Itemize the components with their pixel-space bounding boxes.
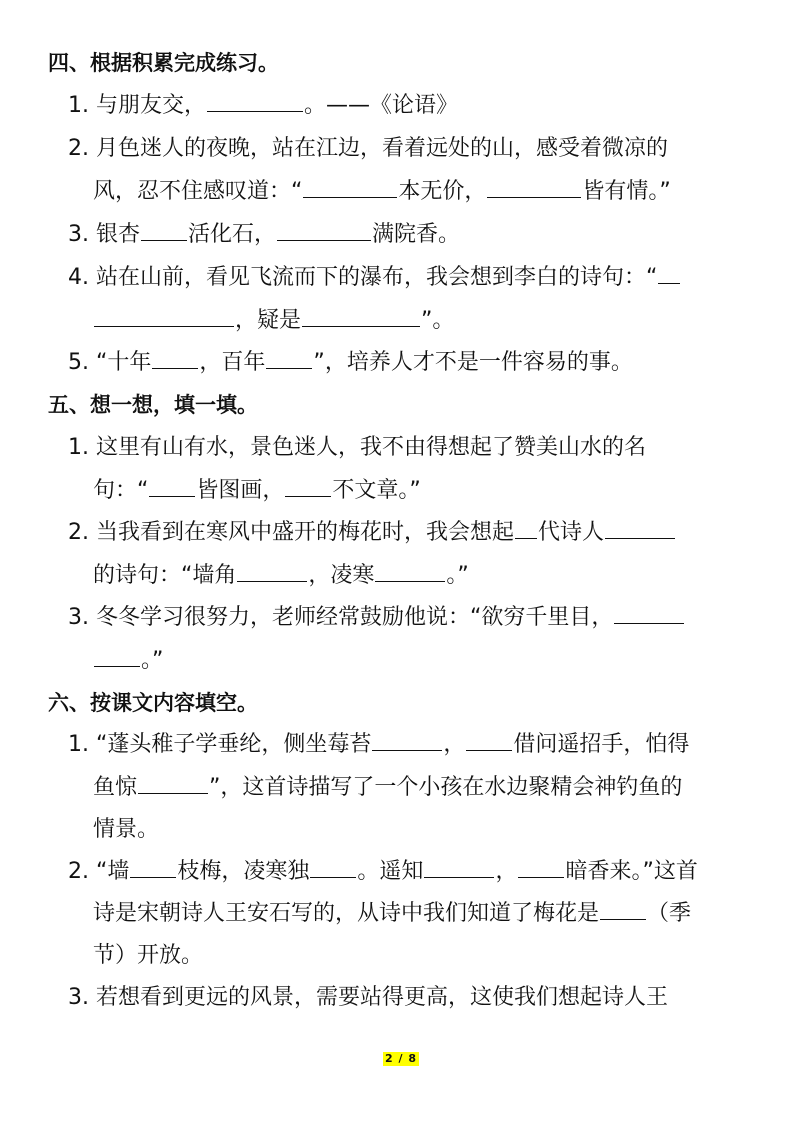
text: 皆图画，	[196, 478, 285, 503]
blank[interactable]	[515, 518, 537, 539]
text: 若想看到更远的风景，需要站得更高，这使我们想起诗人王	[96, 985, 669, 1010]
question-number: 5.	[68, 350, 89, 375]
text: 皆有情。”	[582, 179, 671, 204]
text: 代诗人	[538, 520, 605, 545]
page-number: 2 / 8	[385, 1052, 417, 1065]
blank[interactable]	[605, 518, 675, 539]
blank[interactable]	[614, 603, 684, 624]
text: 月色迷人的夜晚，站在江边，看着远处的山，感受着微凉的	[96, 136, 669, 161]
blank[interactable]	[237, 561, 307, 582]
text: 的诗句：“墙角	[93, 563, 237, 588]
s4-q2-line2	[93, 177, 671, 207]
s6-q2-line2	[93, 899, 691, 929]
section-6-heading: 六、按课文内容填空。	[48, 691, 258, 715]
s4-q4-line2	[93, 306, 454, 336]
blank[interactable]	[310, 857, 356, 878]
blank[interactable]	[600, 899, 646, 920]
text: ，凌寒	[308, 563, 375, 588]
question-number: 3.	[68, 605, 89, 630]
text: 情景。	[93, 817, 160, 842]
section-4-heading: 四、根据积累完成练习。	[48, 51, 279, 75]
s4-q3	[68, 220, 460, 250]
blank[interactable]	[138, 773, 208, 794]
question-number: 2.	[68, 859, 89, 884]
blank[interactable]	[487, 177, 581, 198]
s5-q3-line1	[68, 603, 685, 633]
text: ”。	[421, 308, 455, 333]
text: 借问遥招手，怕得	[513, 732, 690, 757]
s6-q1-line3	[93, 815, 159, 845]
blank[interactable]	[658, 263, 680, 284]
text: 句：“	[93, 478, 149, 503]
text: 这里有山有水，景色迷人，我不由得想起了赞美山水的名	[96, 435, 647, 460]
text: 活化石，	[188, 222, 277, 247]
text: 。”	[446, 563, 469, 588]
blank[interactable]	[94, 306, 234, 327]
s4-q4-line1	[68, 263, 681, 293]
text: “墙	[96, 859, 130, 884]
text: 。遥知	[357, 859, 424, 884]
question-number: 2.	[68, 520, 89, 545]
blank[interactable]	[285, 476, 331, 497]
blank[interactable]	[207, 91, 303, 112]
text: ”，这首诗描写了一个小孩在水边聚精会神钓鱼的	[209, 775, 683, 800]
s5-q1-line1	[68, 433, 646, 463]
s4-q2-line1	[68, 134, 668, 164]
text: 节）开放。	[93, 943, 204, 968]
blank[interactable]	[518, 857, 564, 878]
text: 站在山前，看见飞流而下的瀑布，我会想到李白的诗句：“	[96, 265, 658, 290]
text: ”，培养人才不是一件容易的事。	[313, 350, 633, 375]
question-number: 3.	[68, 985, 89, 1010]
text: （季	[647, 901, 692, 926]
blank[interactable]	[266, 348, 312, 369]
blank[interactable]	[424, 857, 494, 878]
blank[interactable]	[303, 177, 397, 198]
text: 。——《论语》	[304, 93, 459, 118]
text: 本无价，	[398, 179, 487, 204]
blank[interactable]	[466, 730, 512, 751]
blank[interactable]	[372, 730, 442, 751]
blank[interactable]	[277, 220, 371, 241]
s5-q3-line2	[93, 646, 163, 676]
text: 冬冬学习很努力，老师经常鼓励他说：“欲穷千里目，	[96, 605, 614, 630]
text: “蓬头稚子学垂纶，侧坐莓苔	[96, 732, 372, 757]
text: 暗香来。”这首	[565, 859, 698, 884]
text: 满院香。	[372, 222, 461, 247]
text: 。”	[141, 648, 164, 673]
text: 诗是宋朝诗人王安石写的，从诗中我们知道了梅花是	[93, 901, 600, 926]
blank[interactable]	[130, 857, 176, 878]
question-number: 1.	[68, 435, 89, 460]
text: ，疑是	[235, 308, 302, 333]
question-number: 1.	[68, 93, 89, 118]
text: 枝梅，凌寒独	[177, 859, 310, 884]
text: “十年	[96, 350, 152, 375]
s6-q1-line2	[93, 773, 682, 803]
s6-q2-line1	[68, 857, 698, 887]
text: 银杏	[96, 222, 141, 247]
text: 当我看到在寒风中盛开的梅花时，我会想起	[96, 520, 515, 545]
s5-q2-line2	[93, 561, 469, 591]
blank[interactable]	[302, 306, 420, 327]
text: 不文章。”	[332, 478, 421, 503]
s4-q1	[68, 91, 458, 121]
s6-q1-line1	[68, 730, 689, 760]
question-number: 4.	[68, 265, 89, 290]
text: 与朋友交，	[96, 93, 207, 118]
text: ，	[495, 859, 518, 884]
blank[interactable]	[152, 348, 198, 369]
question-number: 1.	[68, 732, 89, 757]
blank[interactable]	[375, 561, 445, 582]
blank[interactable]	[149, 476, 195, 497]
text: 风，忍不住感叹道：“	[93, 179, 303, 204]
text: ，	[443, 732, 466, 757]
question-number: 2.	[68, 136, 89, 161]
text: ，百年	[199, 350, 266, 375]
s4-q5	[68, 348, 633, 378]
text: 鱼惊	[93, 775, 138, 800]
section-5-heading: 五、想一想，填一填。	[48, 393, 258, 417]
s6-q2-line3	[93, 941, 203, 971]
s5-q1-line2	[93, 476, 421, 506]
blank[interactable]	[94, 646, 140, 667]
blank[interactable]	[141, 220, 187, 241]
s6-q3-line1	[68, 983, 668, 1013]
s5-q2-line1	[68, 518, 676, 548]
question-number: 3.	[68, 222, 89, 247]
